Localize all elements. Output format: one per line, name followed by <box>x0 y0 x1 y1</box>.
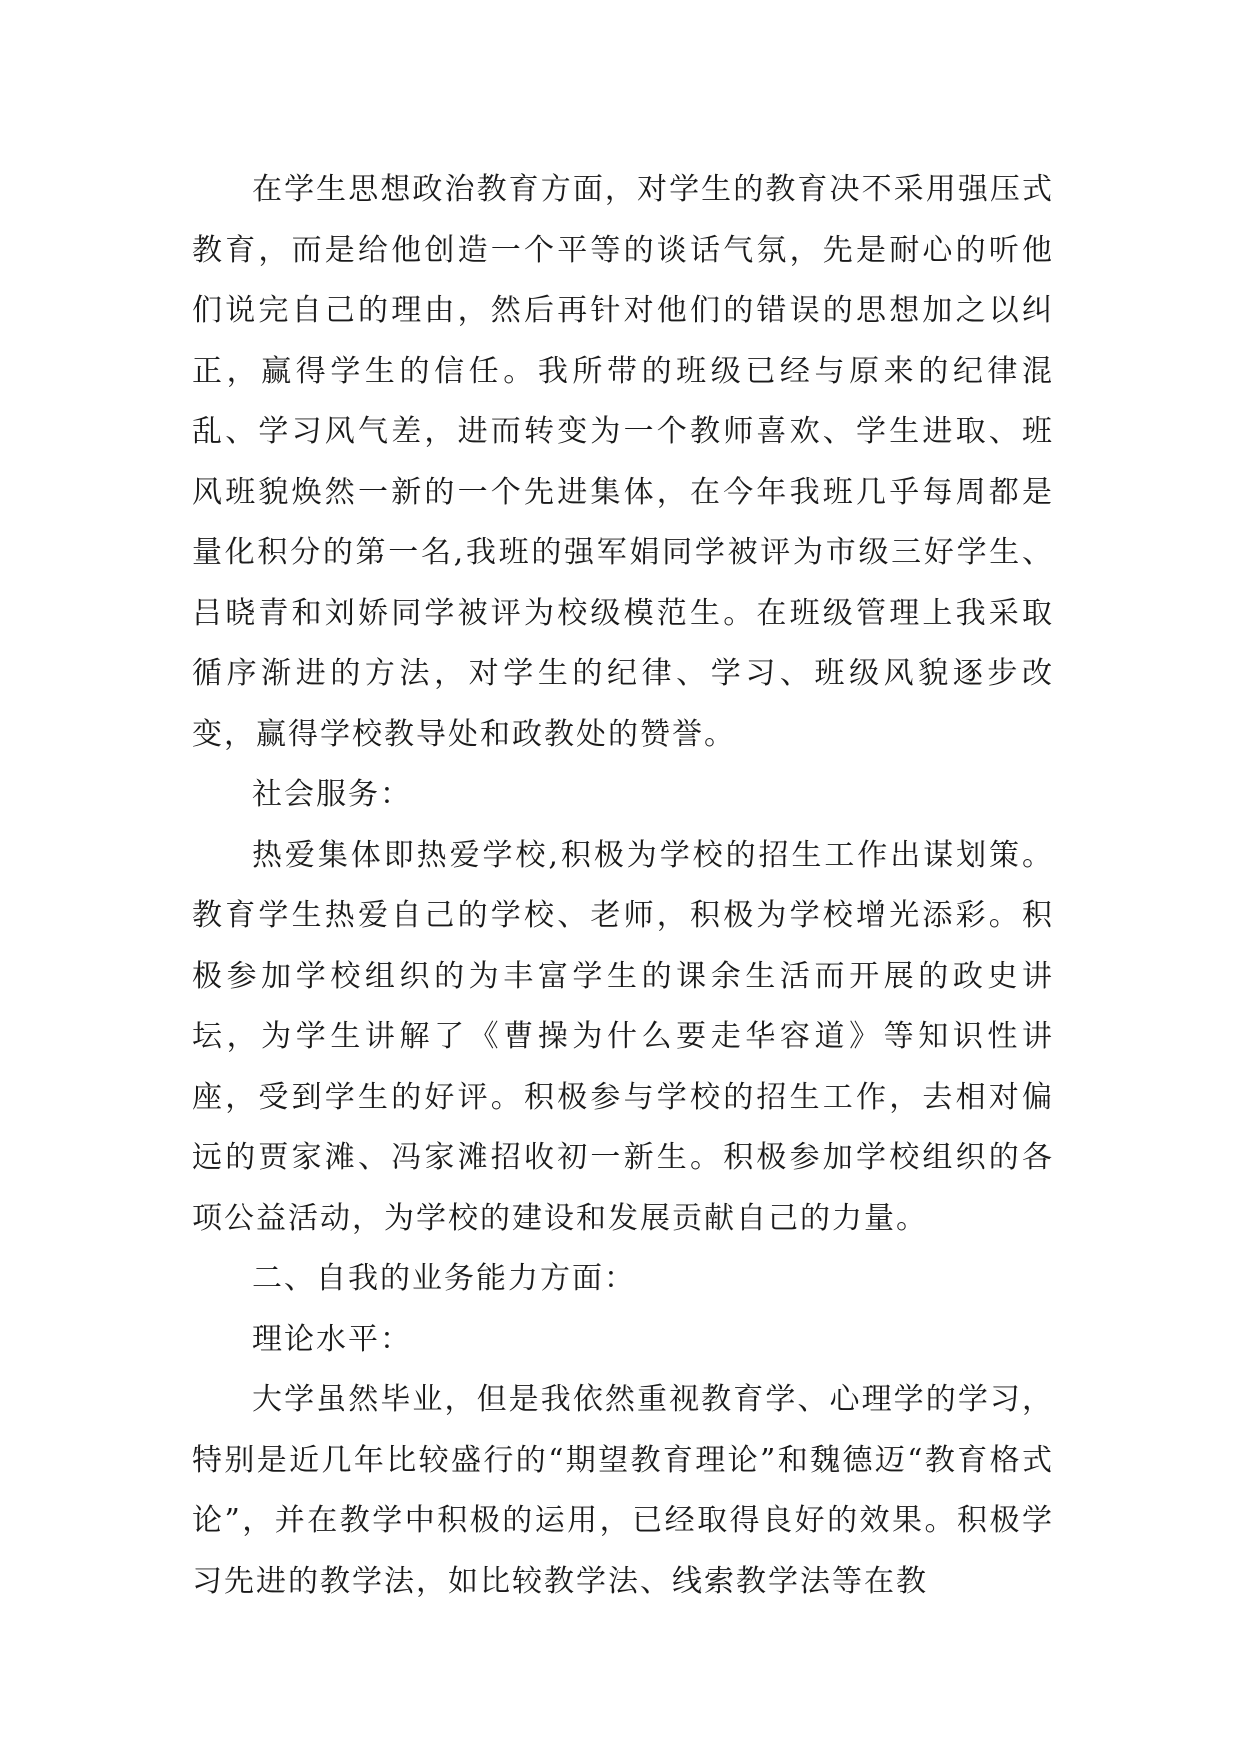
document-body <box>192 160 1054 1612</box>
paragraph-ideological-education: 在学生思想政治教育方面，对学生的教育决不采用强压式教育，而是给他创造一个平等的谈话气氛，先是耐心的听他们说完自己的理由，然后再针对他们的错误的思想加之以纠正，赢得学生的信任。我所带的班级已经与原来的纪律混乱、学习风气差，进而转变为一个教师喜欢、学生进取、班风班貌焕然一新的一个先进集体，在今年我班几乎每周都是量化积分的第一名,我班的强军娟同学被评为市级三好学生、吕晓青和刘娇同学被评为校级模范生。在班级管理上我采取循序渐进的方法，对学生的纪律、学习、班级风貌逐步改变，赢得学校教导处和政教处的赞誉。 <box>192 172 1054 752</box>
heading-professional-ability: 二、自我的业务能力方面： <box>252 1261 636 1296</box>
paragraph-theory-level: 大学虽然毕业，但是我依然重视教育学、心理学的学习，特别是近几年比较盛行的“期望教育理论”和魏德迈“教育格式论”，并在教学中积极的运用，已经取得良好的效果。积极学习先进的教学法，如比较教学法、线索教学法等在教 <box>192 1382 1054 1599</box>
paragraph-social-service: 热爱集体即热爱学校,积极为学校的招生工作出谋划策。教育学生热爱自己的学校、老师，积极为学校增光添彩。积极参加学校组织的为丰富学生的课余生活而开展的政史讲坛，为学生讲解了《曹操为什么要走华容道》等知识性讲座，受到学生的好评。积极参与学校的招生工作，去相对偏远的贾家滩、冯家滩招收初一新生。积极参加学校组织的各项公益活动，为学校的建设和发展贡献自己的力量。 <box>192 837 1054 1236</box>
heading-social-service: 社会服务： <box>252 777 412 812</box>
heading-theory-level: 理论水平： <box>252 1321 412 1357</box>
